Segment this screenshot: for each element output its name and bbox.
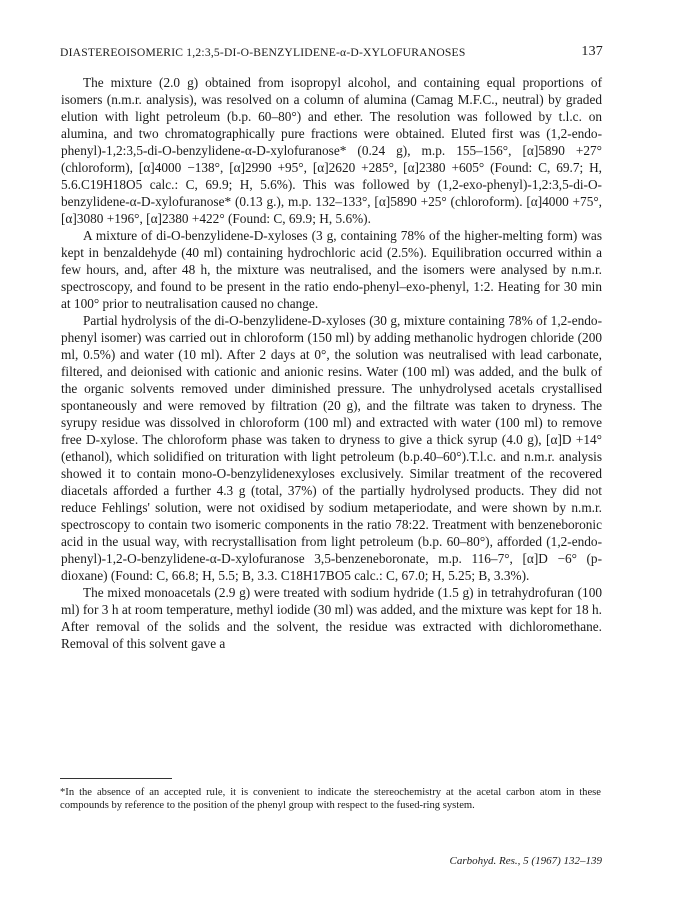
paragraph-alumina-resolution: The mixture (2.0 g) obtained from isopropyl alcohol, and containing equal proportions of isomers (n.m.r. analysis), was resolved on a column of alumina (Camag M.F.C., neutral) by graded elution with light petroleum (b.p. 60–80°) and ether. The resolution was followed by t.l.c. on alumina, and two chromatographically pure fractions were obtained. Eluted first was (1,2-endo-phenyl)-1,2:3,5-di-O-benzylidene-α-D-xylofuranose* (0.24 g), m.p. 155–156°, [α]5890 +27° (chloroform), [α]4000 −138°, [α]2990 +95°, [α]2620 +285°, [α]2380 +605° (Found: C, 69.7; H, 5.6.C19H18O5 calc.: C, 69.9; H, 5.6%). This was followed by (1,2-exo-phenyl)-1,2:3,5-di-O-benzylidene-α-D-xylofuranose* (0.13 g.), m.p. 132–133°, [α]5890 +25° (chloroform). [α]4000 +75°, [α]3080 +196°, [α]2380 +422° (Found: C, 69.9; H, 5.6%). — [61, 75, 602, 226]
paragraph-monoacetals: The mixed monoacetals (2.9 g) were treated with sodium hydride (1.5 g) in tetrahydrofuran (100 ml) for 3 h at room temperature, methyl iodide (30 ml) was added, and the mixture was kept for 18 h. After removal of the solids and the solvent, the residue was extracted with dichloromethane. Removal of this solvent gave a — [61, 585, 602, 651]
page-number: 137 — [581, 44, 603, 59]
footnote-divider — [60, 778, 172, 779]
article-body — [61, 74, 602, 652]
paragraph-partial-hydrolysis: Partial hydrolysis of the di-O-benzylidene-D-xyloses (30 g, mixture containing 78% of 1,2-endo-phenyl isomer) was carried out in chloroform (150 ml) by adding methanolic hydrogen chloride (200 ml, 0.5%) and water (10 ml). After 2 days at 0°, the solution was neutralised with lead carbonate, filtered, and deionised with cationic and anionic resins. Water (100 ml) was added, and the bulk of the organic solvents removed under diminished pressure. The unhydrolysed acetals crystallised spontaneously and were removed by filtration (20 g), and the filtrate was taken to dryness. The syrupy residue was dissolved in chloroform (100 ml) and extracted with water (100 ml) to remove free D-xylose. The chloroform phase was taken to dryness to give a thick syrup (4.0 g), [α]D +14° (ethanol), which solidified on trituration with light petroleum (b.p.40–60°).T.l.c. and n.m.r. analysis showed it to contain mono-O-benzylidenexyloses exclusively. Similar treatment of the recovered diacetals afforded a further 4.3 g (total, 37%) of the partially hydrolysed products. They did not reduce Fehlings' solution, were not oxidised by sodium metaperiodate, and were shown by n.m.r. spectroscopy to contain two isomeric components in the ratio 78:22. Treatment with benzeneboronic acid in the usual way, with recrystallisation from light petroleum (b.p. 60–80°), afforded (1,2-endo-phenyl)-1,2-O-benzylidene-α-D-xylofuranose 3,5-benzeneboronate, m.p. 116–7°, [α]D −6° (p-dioxane) (Found: C, 66.8; H, 5.5; B, 3.3. C18H17BO5 calc.: C, 67.0; H, 5.25; B, 3.3%). — [61, 313, 602, 583]
journal-citation: Carbohyd. Res., 5 (1967) 132–139 — [449, 855, 602, 867]
running-title: DIASTEREOISOMERIC 1,2:3,5-DI-O-BENZYLIDENE-α-D-XYLOFURANOSES — [60, 46, 466, 59]
footnote: *In the absence of an accepted rule, it is convenient to indicate the stereochemistry at the acetal carbon atom in these compounds by reference to the position of the phenyl group with respect to the fused-ring system. — [60, 787, 601, 812]
paragraph-equilibration: A mixture of di-O-benzylidene-D-xyloses (3 g, containing 78% of the higher-melting form) was kept in benzaldehyde (40 ml) containing hydrochloric acid (2.5%). Equilibration occurred within a few hours, and, after 48 h, the mixture was neutralised, and the isomers were analysed by n.m.r. spectroscopy, and found to be present in the ratio endo-phenyl–exo-phenyl, 1:2. Heating for 30 min at 100° prior to neutralisation caused no change. — [61, 228, 602, 311]
